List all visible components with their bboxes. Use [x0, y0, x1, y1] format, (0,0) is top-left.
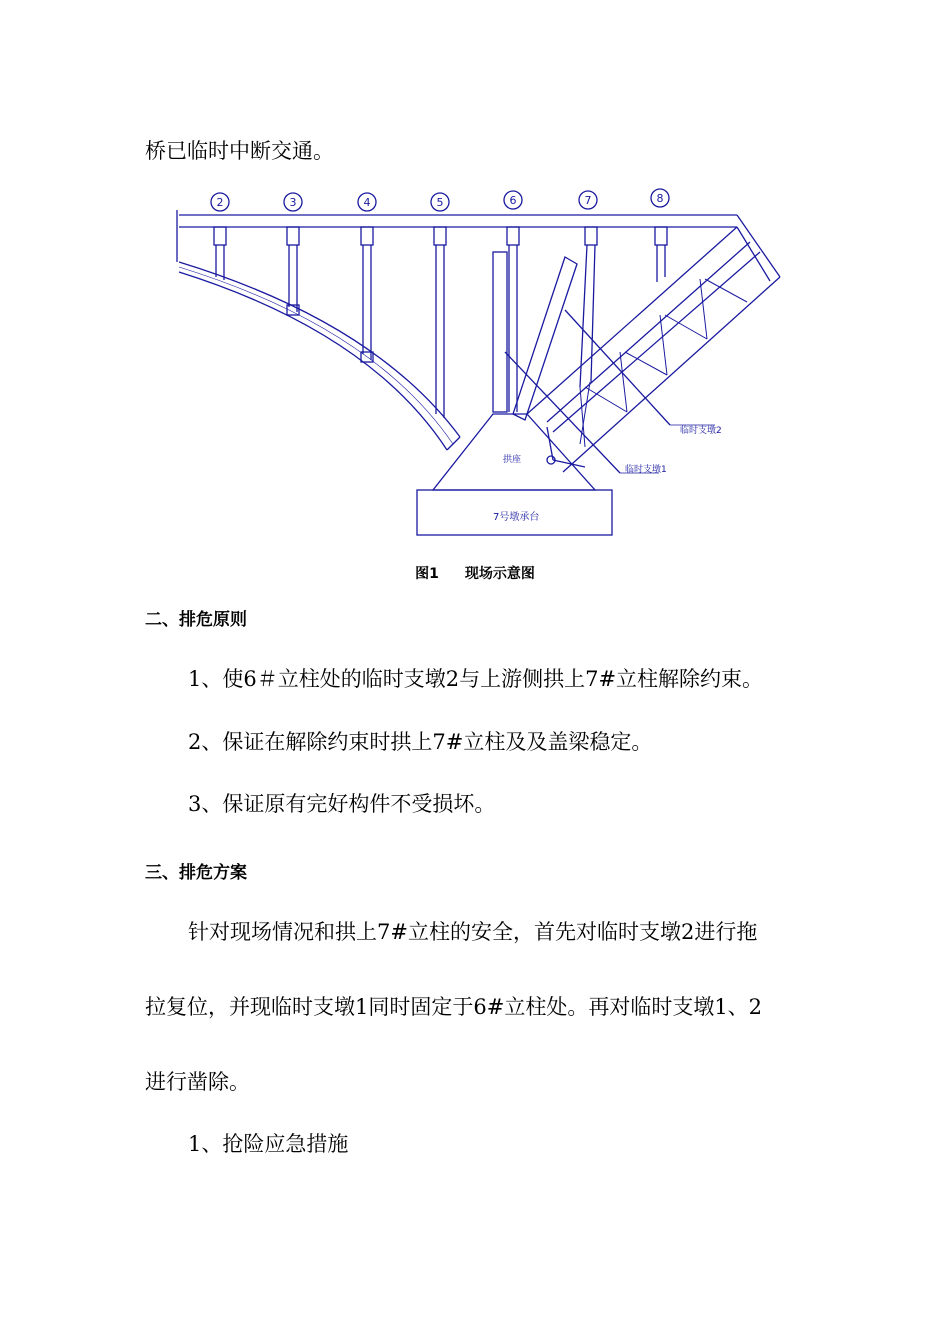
column-label: 5: [436, 196, 444, 209]
column-2: [214, 227, 226, 280]
figure-title: 现场示意图: [464, 566, 535, 582]
plan-paragraph-line-2: 拉复位，并现临时支墩1同时固定于6#立柱处。再对临时支墩1、2: [145, 995, 763, 1019]
principle-item-2: 2、保证在解除约束时拱上7#立柱及及盖梁稳定。: [188, 730, 653, 754]
plan-paragraph-line-1: 针对现场情况和拱上7#立柱的安全，首先对临时支墩2进行拖: [188, 920, 758, 944]
arch-rib-inner: [179, 272, 447, 450]
column-3: [287, 227, 299, 315]
temporary-support-tilted: [513, 257, 577, 420]
column-label: 2: [216, 196, 224, 209]
column-label: 3: [289, 196, 297, 209]
column-5: [434, 227, 446, 418]
figure-number: 图1: [415, 566, 439, 582]
cap-label: 7号墩承台: [493, 512, 540, 523]
column-7: [580, 227, 597, 387]
column-label: 4: [363, 196, 371, 209]
bridge-site-diagram: [175, 182, 795, 542]
arch-seat-label: 拱座: [503, 455, 522, 465]
section-2-heading: 二、排危原则: [145, 610, 247, 630]
column-label: 7: [584, 194, 592, 207]
temporary-support-2-block: [493, 252, 507, 412]
column-8: [655, 227, 667, 282]
plan-paragraph-line-3: 进行凿除。: [145, 1070, 250, 1094]
column-4: [361, 227, 373, 362]
column-label: 6: [509, 194, 517, 207]
section-3-heading: 三、排危方案: [145, 863, 247, 883]
support-2-label: 临时支墩2: [680, 426, 722, 436]
support-1-label: 临时支墩1: [625, 465, 667, 475]
principle-item-1: 1、使6＃立柱处的临时支墩2与上游侧拱上7#立柱解除约束。: [188, 667, 764, 691]
arch-rib-outer: [179, 262, 460, 437]
figure-caption: [0, 563, 950, 585]
column-label: 8: [656, 192, 664, 205]
emergency-measures-item: 1、抢险应急措施: [188, 1132, 349, 1156]
column-6: [507, 227, 519, 412]
intro-text: 桥已临时中断交通。: [145, 139, 334, 163]
truss-bottom-chord: [563, 277, 780, 472]
arch-seat: [433, 414, 595, 490]
principle-item-3: 3、保证原有完好构件不受损坏。: [188, 792, 496, 816]
